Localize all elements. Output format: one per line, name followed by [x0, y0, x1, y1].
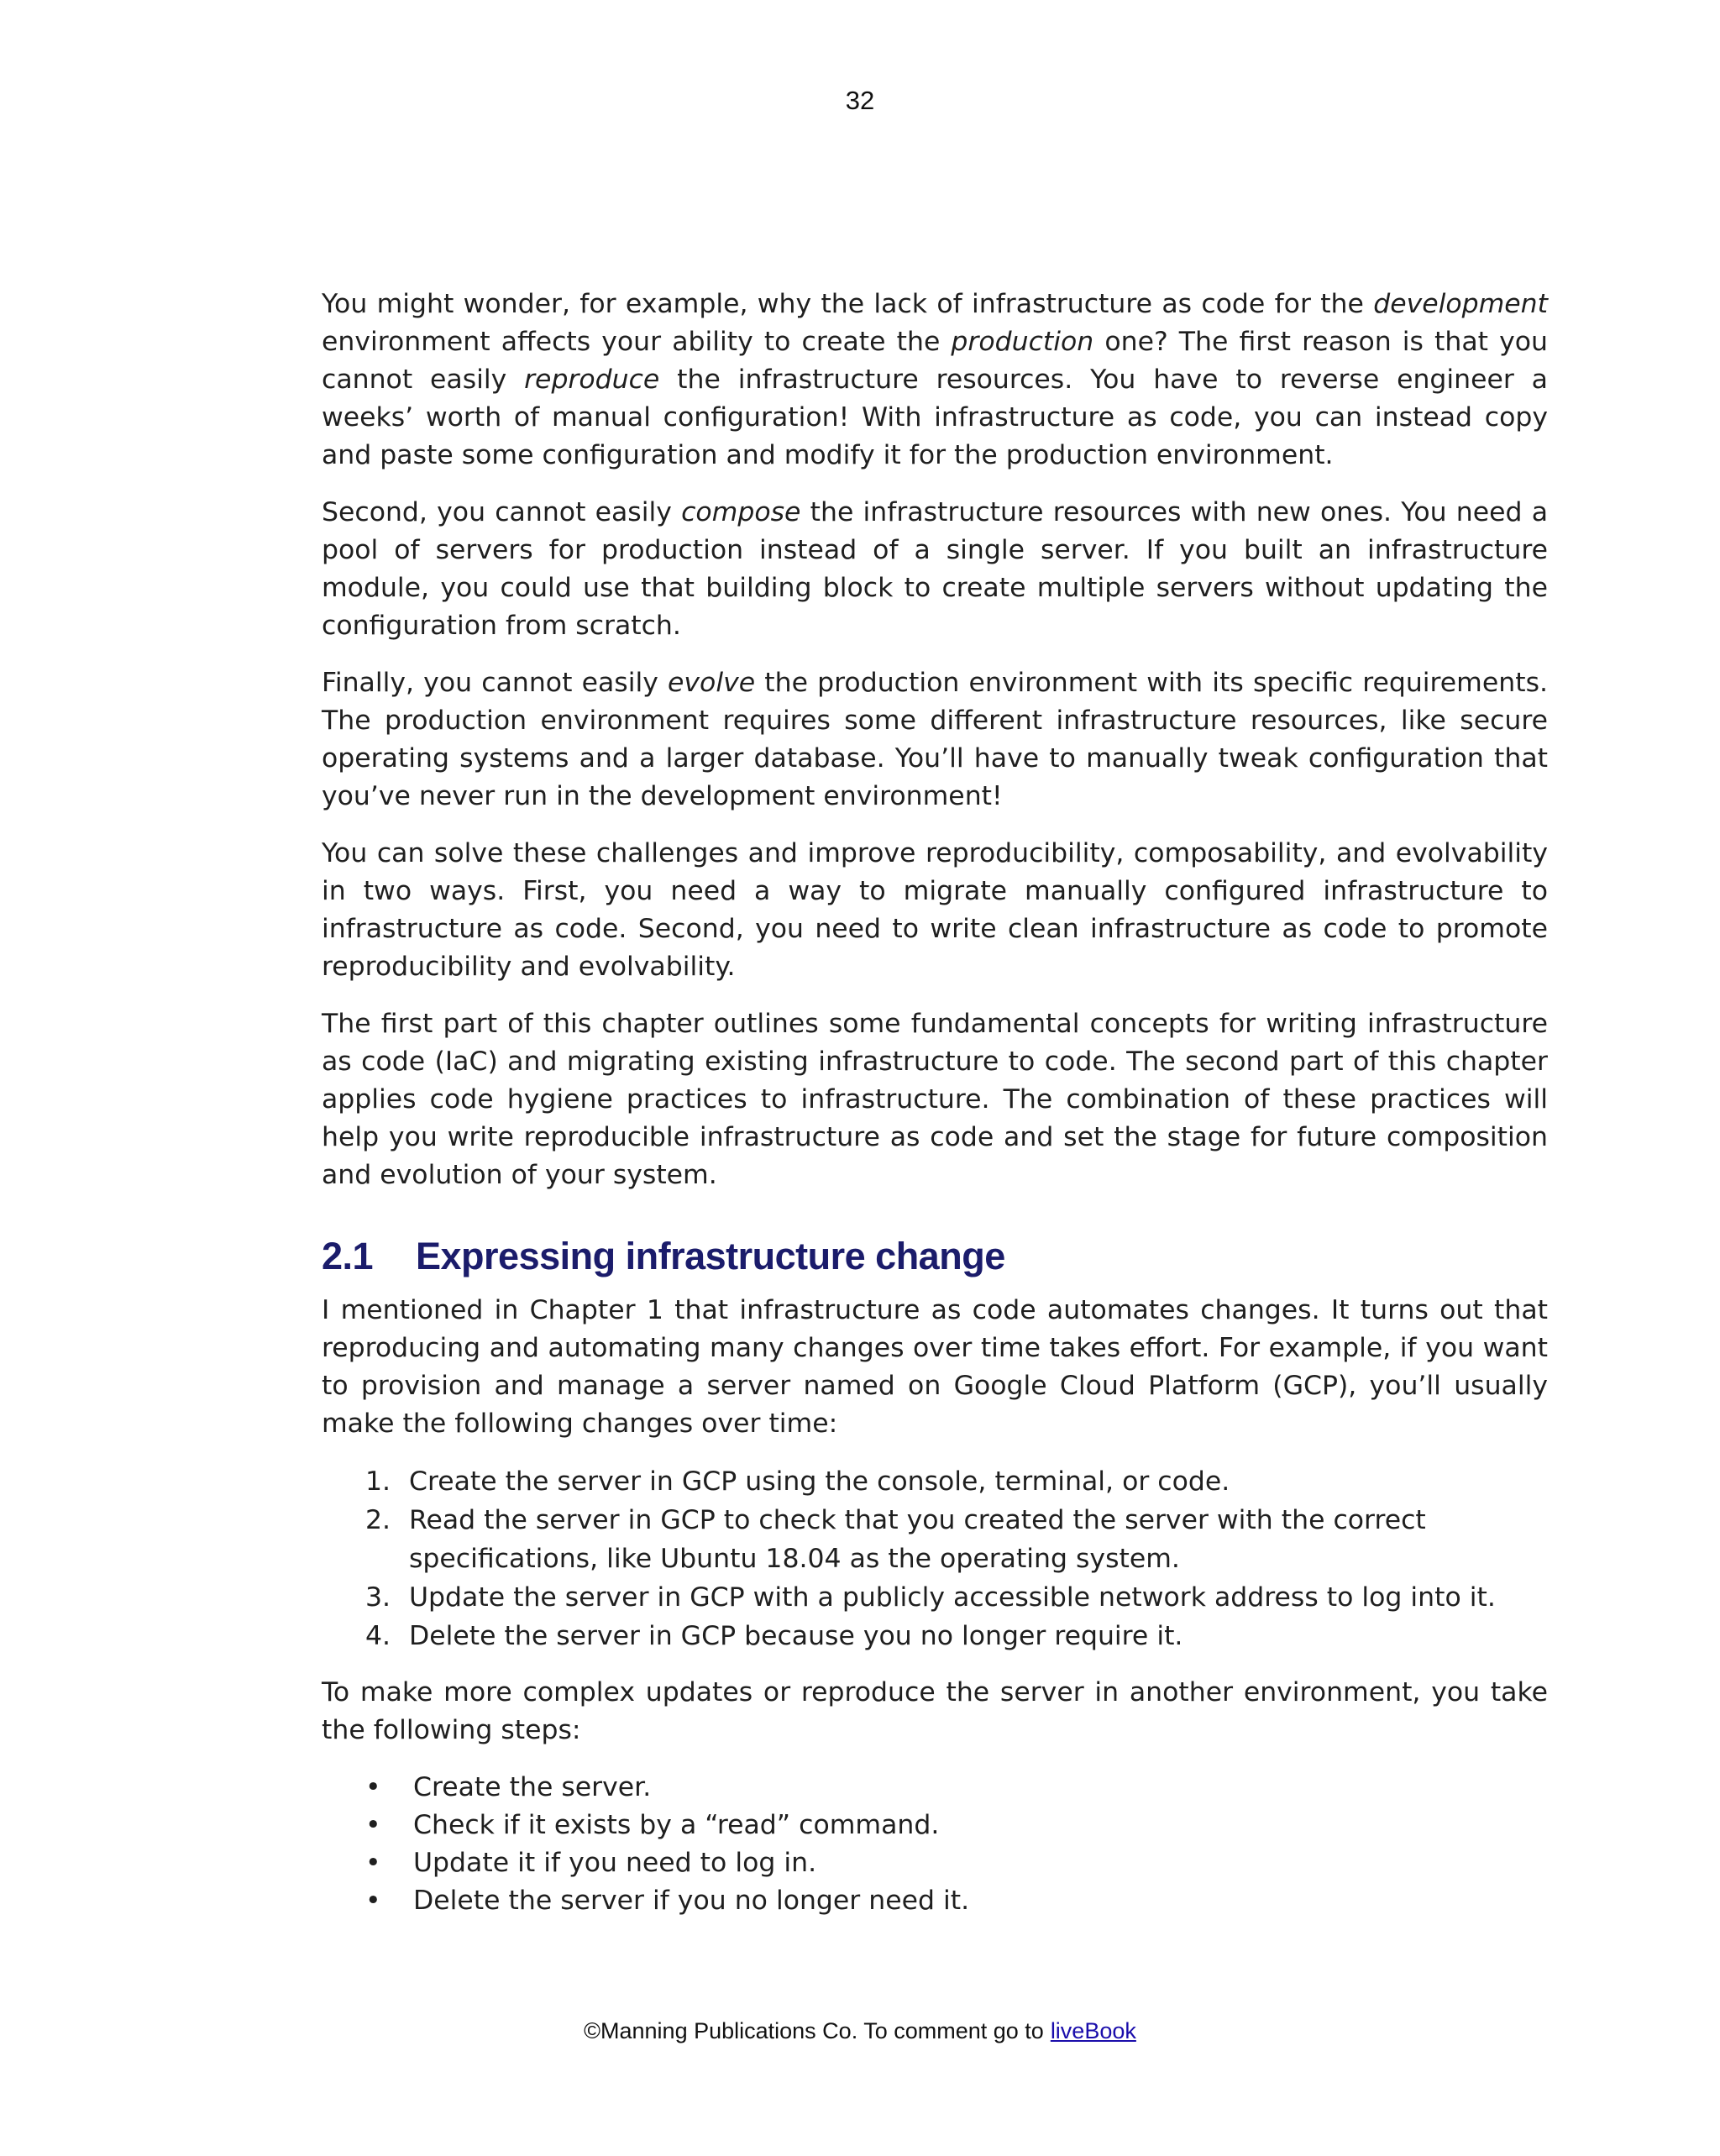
list-number: 1.	[365, 1466, 391, 1497]
list-item-text: Delete the server in GCP because you no longer require it.	[409, 1621, 1183, 1651]
paragraph	[322, 664, 1548, 816]
bullet-item-text: Update it if you need to log in.	[413, 1848, 817, 1878]
bullet-item	[322, 1844, 1548, 1882]
numbered-item	[322, 1578, 1548, 1617]
section-heading	[322, 1233, 1548, 1280]
copyright-text: ©Manning Publications Co. To comment go to	[584, 2018, 1044, 2043]
bullet-item-text: Check if it exists by a “read” command.	[413, 1810, 940, 1840]
list-number: 3.	[365, 1582, 391, 1613]
emphasis-text: evolve	[668, 668, 756, 698]
numbered-item	[322, 1501, 1548, 1578]
bullet-icon: •	[365, 1886, 381, 1916]
bullet-item-text: Delete the server if you no longer need it.	[413, 1886, 970, 1916]
livebook-link[interactable]: liveBook	[1050, 2018, 1136, 2043]
text-run: environment affects your ability to create the	[322, 327, 952, 357]
paragraph	[322, 286, 1548, 475]
text-run: The first part of this chapter outlines some fundamental concepts for writing infrastructure as code (IaC) and migrating existing infrastructure to code. The second part of this chapter applies code hygiene practices to infrastructure. The combination of these practices will help you write reproducible infrastructure as code and set the stage for future composition and evolution of your system.	[322, 1009, 1548, 1190]
text-run: the production environment with its specific requirements. The production environment requires some different infrastructure resources, like secure operating systems and a larger database. You’ll have to manually tweak configuration that you’ve never run in the development environment!	[322, 668, 1548, 811]
paragraph	[322, 1005, 1548, 1194]
text-run: Finally, you cannot easily	[322, 668, 669, 698]
emphasis-text: compose	[681, 497, 801, 527]
section-number: 2.1	[322, 1235, 374, 1277]
numbered-item	[322, 1617, 1548, 1655]
emphasis-text: production	[951, 327, 1094, 357]
text-run: You can solve these challenges and improve reproducibility, composability, and evolvability in two ways. First, you need a way to migrate manually configured infrastructure to infrastructure as code. Second, you need to write clean infrastructure as code to promote reproducibility and evolvability.	[322, 838, 1548, 982]
bullet-item-text: Create the server.	[413, 1772, 652, 1802]
section-intro: I mentioned in Chapter 1 that infrastructure as code automates changes. It turns out that reproducing and automating many changes over time takes effort. For example, if you want to provision and manage a server named on Google Cloud Platform (GCP), you’ll usually make the following changes over time:	[322, 1295, 1548, 1439]
text-run: You might wonder, for example, why the lack of infrastructure as code for the	[322, 289, 1374, 319]
emphasis-text: reproduce	[524, 365, 660, 395]
page-body	[322, 286, 1548, 1920]
text-run: the infrastructure resources. You have to reverse engineer a weeks’ worth of manual configuration! With infrastructure as code, you can instead copy and paste some configuration and modify it for the production environment.	[322, 365, 1548, 470]
bullet-list	[322, 1769, 1548, 1920]
paragraph	[322, 494, 1548, 645]
paragraph	[322, 835, 1548, 986]
page-number: 32	[845, 86, 875, 115]
list-number: 4.	[365, 1621, 391, 1651]
numbered-item	[322, 1462, 1548, 1501]
intro-paragraphs	[322, 286, 1548, 1194]
bullet-item	[322, 1769, 1548, 1807]
list-item-text: Create the server in GCP using the console, terminal, or code.	[409, 1466, 1230, 1497]
list-item-text: Update the server in GCP with a publicly accessible network address to log into it.	[409, 1582, 1496, 1613]
text-run: one? The first reason is that you cannot easily	[322, 327, 1548, 395]
bullet-item	[322, 1807, 1548, 1844]
list-number: 2.	[365, 1505, 391, 1535]
page-footer	[0, 2018, 1720, 2044]
bullet-icon: •	[365, 1810, 381, 1840]
section-title: Expressing infrastructure change	[416, 1235, 1005, 1277]
numbered-list	[322, 1462, 1548, 1655]
bullet-icon: •	[365, 1848, 381, 1878]
list-item-text: Read the server in GCP to check that you created the server with the correct specifications, like Ubuntu 18.04 as the operating system.	[409, 1505, 1426, 1574]
text-run: the infrastructure resources with new ones. You need a pool of servers for production instead of a single server. If you built an infrastructure module, you could use that building block to create multiple servers without updating the configuration from scratch.	[322, 497, 1549, 641]
steps-intro: To make more complex updates or reproduce the server in another environment, you take the following steps:	[322, 1677, 1548, 1745]
bullet-icon: •	[365, 1772, 381, 1802]
emphasis-text: development	[1373, 289, 1548, 319]
text-run: Second, you cannot easily	[322, 497, 682, 527]
bullet-item	[322, 1882, 1548, 1920]
